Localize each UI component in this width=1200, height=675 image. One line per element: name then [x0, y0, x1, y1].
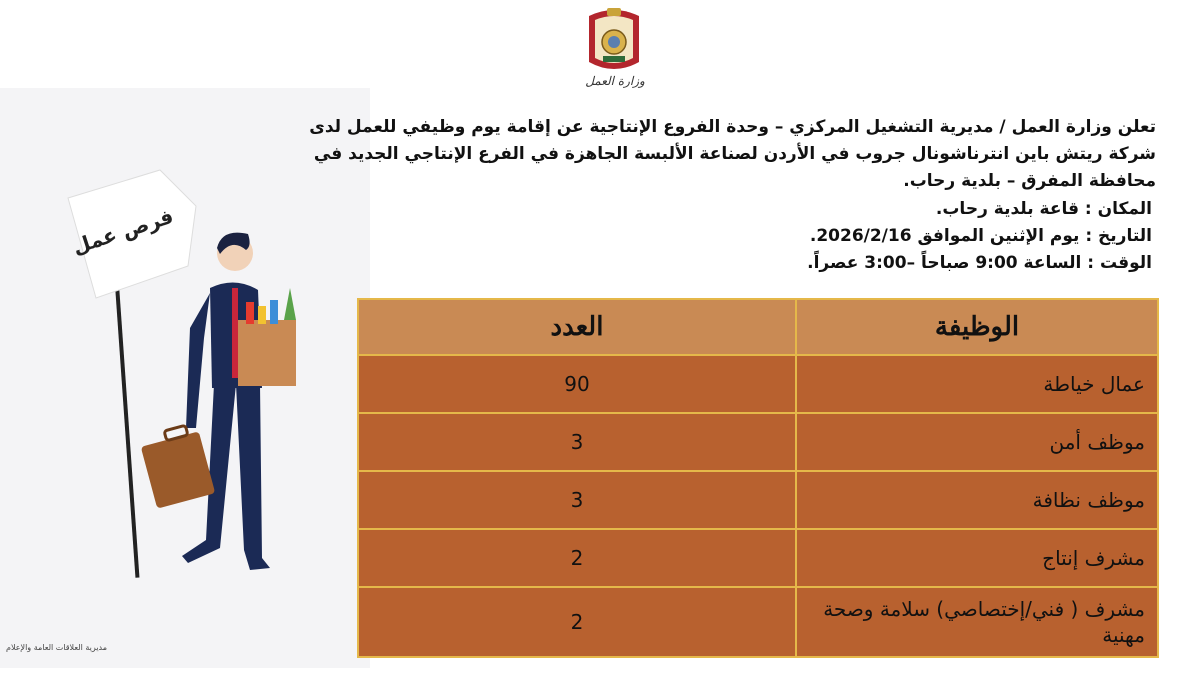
event-details — [760, 196, 1152, 277]
ministry-name: وزارة العمل — [585, 74, 645, 88]
job-title: موظف أمن — [796, 413, 1158, 471]
jobs-table — [357, 298, 1159, 658]
job-count: 2 — [358, 529, 796, 587]
table-row — [358, 471, 1158, 529]
table-row — [358, 529, 1158, 587]
department-footer: مديرية العلاقات العامة والإعلام — [6, 643, 108, 652]
job-count: 3 — [358, 471, 796, 529]
job-count: 3 — [358, 413, 796, 471]
job-title: موظف نظافة — [796, 471, 1158, 529]
header-count: العدد — [358, 299, 796, 355]
table-header-row — [358, 299, 1158, 355]
jordan-coat-of-arms-icon — [583, 6, 645, 76]
table-row — [358, 413, 1158, 471]
job-title: مشرف ( فني/إختصاصي) سلامة وصحة مهنية — [796, 587, 1158, 657]
job-title: عمال خياطة — [796, 355, 1158, 413]
header-job: الوظيفة — [796, 299, 1158, 355]
event-date: التاريخ : يوم الإثنين الموافق 2026/2/16. — [809, 226, 1152, 246]
announcement-paragraph: تعلن وزارة العمل / مديرية التشغيل المركزي – وحدة الفروع الإنتاجية عن إقامة يوم وظيفي للعمل لدى شركة ريتش باين انترناشونال جروب في الأردن لصناعة الألبسة الجاهزة في الفرع الإنتاجي الجديد في محافظة المفرق – بلدية رحاب. — [309, 117, 1156, 191]
table-row — [358, 355, 1158, 413]
sign-text: فرص عمل — [69, 203, 177, 259]
event-place: المكان : قاعة بلدية رحاب. — [935, 199, 1152, 219]
job-count: 2 — [358, 587, 796, 657]
job-count: 90 — [358, 355, 796, 413]
event-time: الوقت : الساعة 9:00 صباحاً –3:00 عصراً. — [807, 253, 1152, 273]
table-row — [358, 587, 1158, 657]
job-title: مشرف إنتاج — [796, 529, 1158, 587]
